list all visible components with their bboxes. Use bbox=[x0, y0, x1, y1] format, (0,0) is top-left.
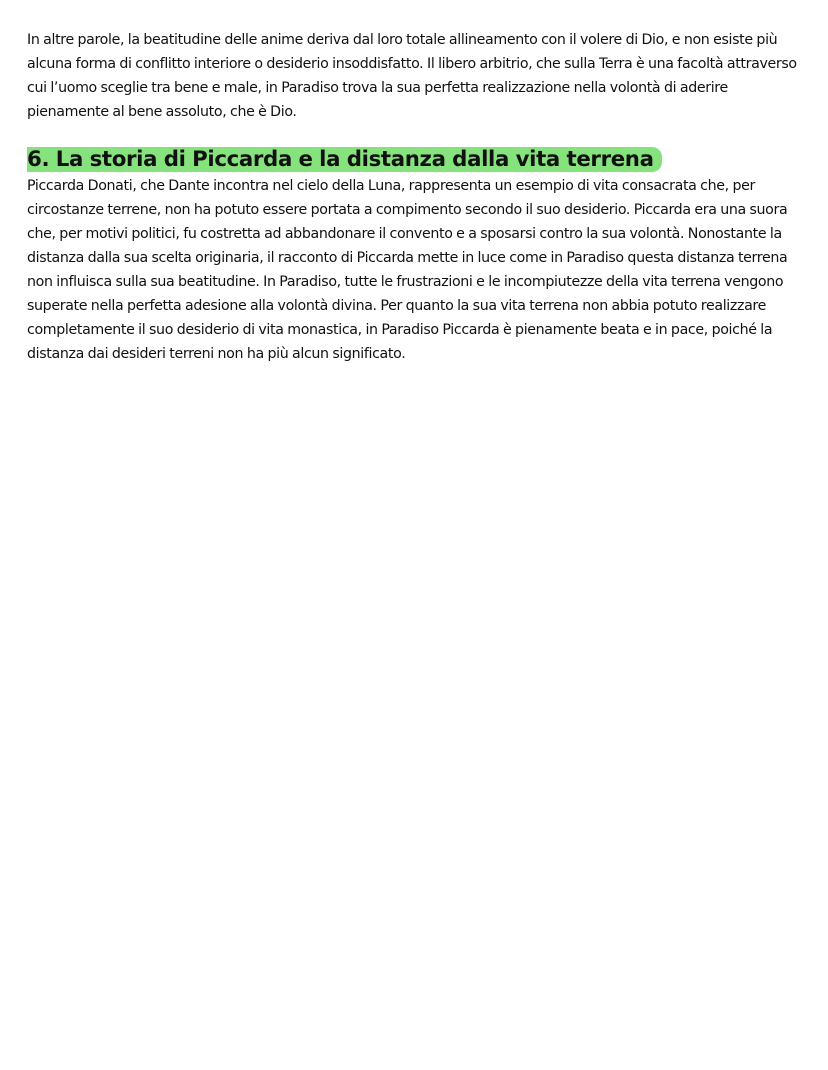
document-page bbox=[27, 28, 797, 366]
section-6 bbox=[27, 148, 797, 366]
intro-paragraph: In altre parole, la beatitudine delle anime deriva dal loro totale allineamento con il volere di Dio, e non esiste più alcuna forma di conflitto interiore o desiderio insoddisfatto. Il libero arbitrio, che sulla Terra è una facoltà attraverso cui l’uomo sceglie tra bene e male, in Paradiso trova la sua perfetta realizzazione nella volontà di aderire pienamente al bene assoluto, che è Dio. bbox=[27, 32, 797, 120]
paragraph-spacer bbox=[27, 124, 797, 148]
section-heading bbox=[27, 147, 662, 172]
highlighted-heading-text: 6. La storia di Piccarda e la distanza dalla vita terrena bbox=[27, 147, 662, 172]
section-body-paragraph: Piccarda Donati, che Dante incontra nel cielo della Luna, rappresenta un esempio di vita consacrata che, per circostanze terrene, non ha potuto essere portata a compimento secondo il suo desiderio. Piccarda era una suora che, per motivi politici, fu costretta ad abbandonare il convento e a sposarsi contro la sua volontà. Nonostante la distanza dalla sua scelta originaria, il racconto di Piccarda mette in luce come in Paradiso questa distanza terrena non influisca sulla sua beatitudine. In Paradiso, tutte le frustrazioni e le incompiutezze della vita terrena vengono superate nella perfetta adesione alla volontà divina. Per quanto la sua vita terrena non abbia potuto realizzare completamente il suo desiderio di vita monastica, in Paradiso Piccarda è pienamente beata e in pace, poiché la distanza dai desideri terreni non ha più alcun significato. bbox=[27, 178, 788, 362]
